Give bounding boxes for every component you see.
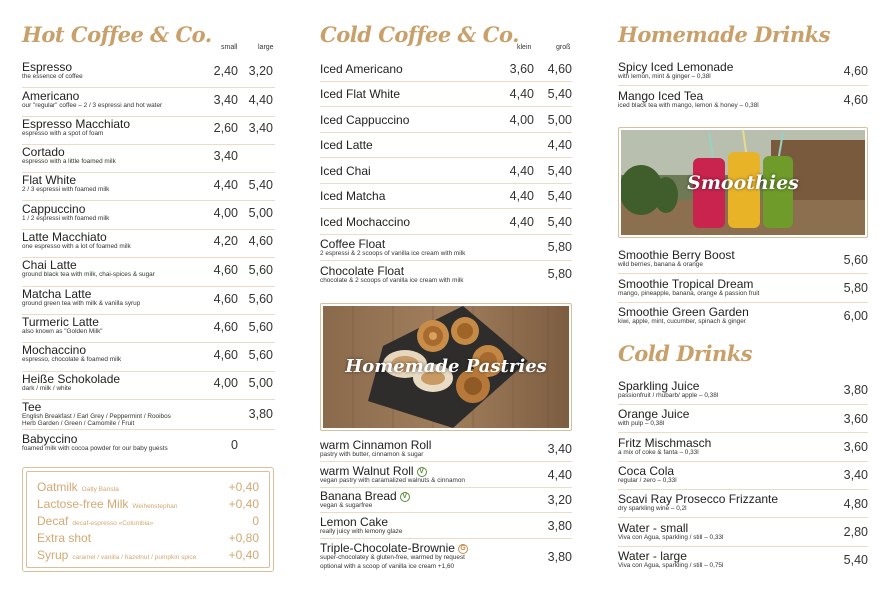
item-desc: espresso, chocolate & foamed milk: [22, 356, 122, 363]
price-small: 4,40: [509, 215, 534, 229]
smoothies-photo-title: Smoothies: [687, 172, 799, 194]
price-large: 5,40: [547, 164, 572, 178]
item-price: 5,40: [843, 553, 868, 567]
item-desc-2: optional with a scoop of vanilla ice cream +1,60: [320, 563, 455, 570]
menu-item: [320, 464, 572, 488]
item-desc: ground green tea with milk & vanilla syrup: [22, 300, 141, 307]
menu-item: [22, 432, 275, 458]
item-desc: iced black tea with mango, lemon & honey – 0,38l: [618, 102, 759, 109]
item-price: 3,60: [843, 412, 868, 426]
item-name: Iced Cappuccino: [320, 113, 410, 127]
price-small: 3,40: [213, 149, 238, 163]
item-name: Orange Juice: [618, 407, 690, 421]
item-desc: regular / zero – 0,33l: [618, 477, 677, 484]
menu-item: [22, 89, 275, 117]
item-name: Latte Macchiato: [22, 230, 107, 244]
menu-item: [22, 60, 275, 88]
vegan-icon: V: [400, 492, 410, 502]
item-desc: kiwi, apple, mint, cucumber, spinach & ginger: [618, 318, 746, 325]
price-small: 4,00: [213, 206, 238, 220]
item-price: 5,80: [843, 281, 868, 295]
price-small: 4,00: [509, 113, 534, 127]
extra-price: +0,80: [228, 531, 259, 545]
extra-price: +0,40: [228, 497, 259, 511]
item-name: Matcha Latte: [22, 287, 92, 301]
price-large: 4,60: [248, 234, 273, 248]
item-name: Water - small: [618, 521, 689, 535]
item-name: warm Cinnamon Roll: [320, 438, 432, 452]
cold-coffee-title: Cold Coffee & Co.: [320, 22, 519, 47]
price-small: 4,60: [213, 263, 238, 277]
item-name: Espresso: [22, 60, 73, 74]
extra-price: 0: [252, 514, 259, 528]
extra-name: Decaf: [37, 514, 69, 528]
item-price: 5,60: [843, 253, 868, 267]
item-desc: ground black tea with milk, chai-spices & sugar: [22, 271, 155, 278]
menu-item: [320, 489, 572, 513]
item-desc: wild berries, banana & orange: [618, 261, 703, 268]
item-price: 4,60: [843, 93, 868, 107]
menu-item: [22, 343, 275, 372]
price-large: 5,00: [248, 376, 273, 390]
item-desc: mango, pineapple, banana, orange & passion fruit: [618, 290, 760, 297]
item-desc: also known as "Golden Milk": [22, 328, 103, 335]
item-name: Water - large: [618, 549, 687, 563]
item-desc: with pulp – 0,38l: [618, 420, 665, 427]
menu-item: [22, 230, 275, 258]
menu-item: [618, 549, 868, 575]
item-desc: vegan pastry with caramalized walnuts & cinnamon: [320, 477, 465, 484]
item-name: Smoothie Berry Boost: [618, 248, 735, 262]
item-desc: super-chocolatey & gluten-free, warmed by request: [320, 554, 465, 561]
menu-item: [618, 464, 868, 490]
menu-item: [618, 379, 868, 405]
item-price: 3,80: [547, 550, 572, 564]
price-large: 5,40: [248, 178, 273, 192]
extra-desc: caramel / vanilla / hazelnut / pumpkin spice: [72, 554, 197, 561]
pastries-photo: [320, 303, 572, 431]
menu-item: [320, 515, 572, 539]
item-name: Iced Americano: [320, 62, 403, 76]
price-large: 5,80: [547, 240, 572, 254]
price-small: 0: [231, 438, 238, 452]
item-desc: dark / milk / white: [22, 385, 72, 392]
item-name: Babyccino: [22, 432, 78, 446]
item-name: Espresso Macchiato: [22, 117, 131, 131]
item-name: Smoothie Green Garden: [618, 305, 749, 319]
price-small: 4,40: [213, 178, 238, 192]
menu-item: [22, 372, 275, 400]
price-small: 4,60: [213, 348, 238, 362]
menu-item: [22, 258, 275, 287]
item-name: Coffee Float: [320, 237, 386, 251]
item-desc: the essence of coffee: [22, 73, 83, 80]
item-price: 3,40: [547, 442, 572, 456]
item-name: Flat White: [22, 173, 77, 187]
menu-item: [618, 492, 868, 518]
extra-name: Syrup: [37, 548, 69, 562]
menu-item: [22, 117, 275, 145]
menu-item: [320, 541, 572, 573]
menu-item: [618, 277, 868, 303]
item-desc: Viva con Agua, sparkling / still – 0,33l: [618, 534, 724, 541]
item-price: 4,60: [843, 64, 868, 78]
extra-name: Lactose-free Milk: [37, 497, 129, 511]
price-large: 5,40: [547, 87, 572, 101]
menu-item: [320, 264, 572, 288]
size-header-small: klein: [517, 44, 532, 51]
price-small: 4,40: [509, 164, 534, 178]
price-large: 5,00: [248, 206, 273, 220]
menu-item: [320, 438, 572, 462]
item-desc: one espresso with a lot of foamed milk: [22, 243, 131, 250]
item-name: Lemon Cake: [320, 515, 389, 529]
menu-item: [618, 305, 868, 331]
item-desc: pastry with butter, cinnamon & sugar: [320, 451, 424, 458]
price-large: 5,60: [248, 348, 273, 362]
item-desc: chocolate & 2 scoops of vanilla ice cream with milk: [320, 277, 464, 284]
item-desc: Viva con Agua, sparkling / still – 0,75l: [618, 562, 724, 569]
homemade-drinks-title: Homemade Drinks: [618, 22, 831, 47]
item-name: Iced Flat White: [320, 87, 401, 101]
item-name: Turmeric Latte: [22, 315, 99, 329]
item-price: 3,80: [547, 519, 572, 533]
price-small: 4,40: [509, 189, 534, 203]
price-large: 4,60: [547, 62, 572, 76]
price-small: 2,60: [213, 121, 238, 135]
extra-desc: Oatly Barista: [81, 486, 119, 493]
item-price: 4,80: [843, 497, 868, 511]
cold-drinks-title: Cold Drinks: [618, 341, 753, 366]
price-large: 5,00: [547, 113, 572, 127]
item-price: 3,20: [547, 493, 572, 507]
price-small: 3,60: [509, 62, 534, 76]
item-desc: espresso with a little foamed milk: [22, 158, 116, 165]
item-desc: dry sparkling wine – 0,2l: [618, 505, 687, 512]
price-large: 4,40: [547, 138, 572, 152]
item-name: Fritz Mischmasch: [618, 436, 712, 450]
item-desc: 2 / 3 espressi with foamed milk: [22, 186, 110, 193]
menu-item: [22, 173, 275, 201]
item-desc: our "regular" coffee – 2 / 3 espressi and hot water: [22, 102, 163, 109]
item-name: Mochaccino: [22, 343, 87, 357]
item-name: warm Walnut Roll: [320, 464, 414, 478]
menu-item: [320, 138, 572, 158]
item-desc: 1 / 2 espressi with foamed milk: [22, 215, 110, 222]
extra-name: Oatmilk: [37, 480, 78, 494]
gluten-free-icon: G: [458, 544, 468, 554]
extra-item: [37, 531, 259, 547]
item-desc: really juicy with lemony glaze: [320, 528, 403, 535]
extra-desc: Weihenstephan: [132, 503, 178, 510]
item-name: Iced Latte: [320, 138, 373, 152]
item-name: Iced Matcha: [320, 189, 386, 203]
menu-item: [618, 407, 868, 433]
price-small: 2,40: [213, 64, 238, 78]
item-desc: vegan & sugarfree: [320, 502, 373, 509]
item-name: Heiße Schokolade: [22, 372, 121, 386]
size-header-small: small: [221, 44, 238, 51]
hot-coffee-title: Hot Coffee & Co.: [22, 22, 212, 47]
price-small: 4,00: [213, 376, 238, 390]
item-desc: English Breakfast / Earl Grey / Peppermint / Rooibos: [22, 413, 171, 420]
item-name: Coca Cola: [618, 464, 675, 478]
price-large: 5,80: [547, 267, 572, 281]
item-name: Americano: [22, 89, 80, 103]
item-name: Chocolate Float: [320, 264, 405, 278]
item-name: Scavi Ray Prosecco Frizzante: [618, 492, 779, 506]
price-small: 4,20: [213, 234, 238, 248]
item-name: Iced Chai: [320, 164, 371, 178]
item-price: 3,40: [843, 468, 868, 482]
menu-item: [618, 248, 868, 274]
pastries-photo-title: Homemade Pastries: [345, 356, 547, 377]
item-name: Tee: [22, 400, 42, 414]
item-price: 3,80: [843, 383, 868, 397]
item-desc-2: Herb Garden / Green / Camomile / Fruit: [22, 420, 135, 427]
price-large: 3,40: [248, 121, 273, 135]
item-price: 2,80: [843, 525, 868, 539]
extra-desc: decaf-espresso «Columbia»: [72, 520, 154, 527]
price-large: 5,40: [547, 189, 572, 203]
extras-box: [22, 467, 274, 572]
menu-item: [320, 62, 572, 82]
price-large: 5,60: [248, 292, 273, 306]
menu-item: [320, 237, 572, 261]
menu-item: [22, 315, 275, 343]
price-large: 5,40: [547, 215, 572, 229]
extra-price: +0,40: [228, 548, 259, 562]
price-small: 4,60: [213, 320, 238, 334]
price-small: 4,60: [213, 292, 238, 306]
price-small: 3,40: [213, 93, 238, 107]
item-price: 6,00: [843, 309, 868, 323]
item-desc: foamed milk with cocoa powder for our baby guests: [22, 445, 168, 452]
item-name: Sparkling Juice: [618, 379, 700, 393]
item-name: Cortado: [22, 145, 65, 159]
item-name: Cappuccino: [22, 202, 86, 216]
menu-item: [618, 89, 868, 115]
item-name: Spicy Iced Lemonade: [618, 60, 734, 74]
menu-item: [618, 521, 868, 547]
item-price: 3,60: [843, 440, 868, 454]
price-large: 4,40: [248, 93, 273, 107]
menu-item: [22, 400, 275, 430]
extra-item: [37, 497, 259, 513]
vegan-icon: V: [417, 467, 427, 477]
menu-item: [320, 189, 572, 209]
smoothies-photo: [618, 127, 868, 238]
menu-item: [618, 60, 868, 86]
size-header-large: large: [258, 44, 274, 51]
extra-name: Extra shot: [37, 531, 92, 545]
menu-item: [320, 87, 572, 107]
item-desc: espresso with a spot of foam: [22, 130, 104, 137]
extra-item: [37, 548, 259, 564]
menu-item: [22, 202, 275, 230]
extra-price: +0,40: [228, 480, 259, 494]
item-desc: a mix of coke & fanta – 0,33l: [618, 449, 699, 456]
price-large: 3,20: [248, 64, 273, 78]
menu-item: [320, 215, 572, 235]
menu-item: [320, 164, 572, 184]
item-desc: 2 espressi & 2 scoops of vanilla ice cream with milk: [320, 250, 466, 257]
item-name: Triple-Chocolate-Brownie: [320, 541, 455, 555]
item-price: 4,40: [547, 468, 572, 482]
price-large: 5,60: [248, 263, 273, 277]
menu-item: [22, 145, 275, 173]
menu-item: [22, 287, 275, 315]
item-desc: passionfruit / rhubarb/ apple – 0,38l: [618, 392, 719, 399]
price-large: 5,60: [248, 320, 273, 334]
menu-item: [320, 113, 572, 133]
item-desc: with lemon, mint & ginger – 0,38l: [618, 73, 711, 80]
item-name: Smoothie Tropical Dream: [618, 277, 754, 291]
menu-item: [618, 436, 868, 462]
item-name: Mango Iced Tea: [618, 89, 704, 103]
price-large: 3,80: [248, 407, 273, 421]
size-header-large: groß: [556, 44, 571, 51]
item-name: Iced Mochaccino: [320, 215, 411, 229]
extra-item: [37, 514, 259, 530]
price-small: 4,40: [509, 87, 534, 101]
item-name: Chai Latte: [22, 258, 77, 272]
item-name: Banana Bread: [320, 489, 397, 503]
extra-item: [37, 480, 259, 496]
